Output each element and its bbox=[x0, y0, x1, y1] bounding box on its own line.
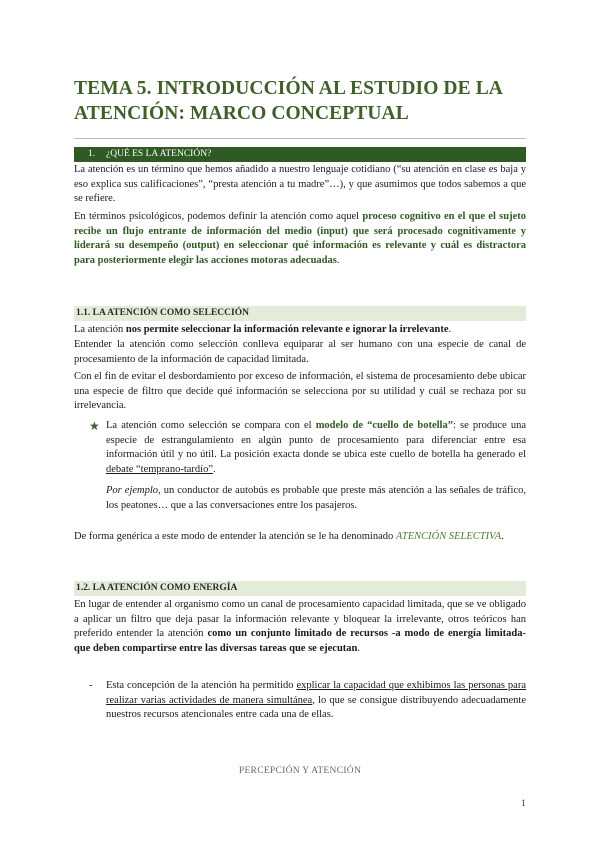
section-1-number: 1. bbox=[88, 149, 96, 159]
selection-highlight: nos permite seleccionar la información relevante e ignorar la irrelevante bbox=[125, 324, 449, 335]
star-bullet-icon: ★ bbox=[89, 419, 100, 433]
simultaneous-underline: explicar la capacidad que exhibimos las personas para realizar varias actividades de manera simultánea bbox=[106, 680, 526, 706]
section-1-1-paragraph-1 bbox=[74, 323, 526, 338]
selective-end: . bbox=[501, 531, 504, 542]
simultaneous-lead: Esta concepción de la atención ha permitido bbox=[106, 680, 297, 691]
section-1-definition-paragraph bbox=[74, 210, 526, 268]
simultaneous-end: , lo que se consigue distribuyendo adecuadamente nuestros recursos atencionales entre cada una de ellas. bbox=[106, 694, 527, 720]
title-line-1: TEMA 5. INTRODUCCIÓN AL ESTUDIO DE LA bbox=[74, 78, 503, 99]
example-paragraph bbox=[106, 484, 526, 513]
bottleneck-model-highlight: modelo de “cuello de botella” bbox=[315, 420, 453, 431]
early-late-debate-underline: debate “temprano-tardío” bbox=[106, 463, 213, 475]
definition-highlight: proceso cognitivo en el que el sujeto recibe un flujo entrante de información del medio (input) que será procesado cognitivamente y liderará su desempeño (output) en seleccionar qué información es relevante y cuál es distractora para posteriormente elegir las acciones motoras adecuadas bbox=[74, 211, 527, 266]
definition-lead: En términos psicológicos, podemos definir la atención como aquel bbox=[74, 211, 363, 222]
section-1-2-paragraph-1 bbox=[74, 598, 526, 656]
energy-end: . bbox=[357, 642, 360, 654]
dash-bullet-icon: - bbox=[89, 680, 93, 691]
section-1-2-title: 1.2. LA ATENCIÓN COMO ENERGÍA bbox=[76, 583, 238, 593]
section-1-1-title: 1.1. LA ATENCIÓN COMO SELECCIÓN bbox=[76, 308, 249, 318]
selection-end: . bbox=[448, 324, 452, 335]
definition-end: . bbox=[336, 254, 340, 266]
section-1-1-paragraph-2: Entender la atención como selección conlleva equiparar al ser humano con una especie de canal de procesamiento de la información de capacidad limitada. bbox=[74, 339, 526, 365]
section-1-paragraph-1: La atención es un término que hemos añadido a nuestro lenguaje cotidiano (“su atención en clase es baja y eso explica sus calificaciones”, “presta atención a tu madre”…), y que asumimos que todos sabemos a que se refiere. bbox=[74, 164, 526, 204]
section-1-title: ¿QUÉ ES LA ATENCIÓN? bbox=[106, 149, 212, 159]
energy-lead: En lugar de entender al organismo como un canal de procesamiento capacidad limitada, que se ve obligado a aplicar un filtro que deja pasar la información relevante y bloquear la irrelevante, otros teóricos han preferido entender la atención bbox=[74, 599, 526, 639]
bottleneck-body: : se produce una especie de estrangulamiento en algún punto de procesamiento para diferenciar entre esa información útil y no útil. La posición exacta donde se ubica este cuello de botella ha generado el bbox=[106, 420, 526, 460]
title-line-2: ATENCIÓN: MARCO CONCEPTUAL bbox=[74, 103, 409, 124]
page-title bbox=[74, 76, 544, 126]
bottleneck-lead: La atención como selección se compara con el bbox=[106, 420, 316, 431]
energy-highlight: como un conjunto limitado de recursos -a modo de energía limitada- que deben compartirse entre las diversas tareas que se ejecutan bbox=[74, 628, 526, 654]
simultaneous-tasks-bullet bbox=[106, 679, 526, 723]
selective-attention-term: ATENCIÓN SELECTIVA bbox=[395, 531, 502, 542]
section-1-2-heading bbox=[74, 581, 526, 596]
bottleneck-end: . bbox=[212, 463, 216, 475]
selective-attention-paragraph bbox=[74, 530, 526, 545]
example-text: , un conductor de autobús es probable que preste más atención a las señales de tráfico, los peatones… que a las conversaciones entre los pasajeros. bbox=[106, 485, 526, 511]
page-number: 1 bbox=[521, 799, 526, 809]
section-1-1-heading bbox=[74, 306, 526, 321]
title-divider bbox=[74, 138, 526, 139]
section-1-1-paragraph-3: Con el fin de evitar el desbordamiento por exceso de información, el sistema de procesamiento debe ubicar una especie de filtro que decide qué información se selecciona por su utilidad y cuál se rechaza por su irrelevancia. bbox=[74, 371, 526, 411]
selective-lead: De forma genérica a este modo de entender la atención se le ha denominado bbox=[74, 531, 396, 542]
bottleneck-bullet bbox=[106, 419, 526, 477]
selection-lead: La atención bbox=[74, 324, 126, 335]
section-1-heading bbox=[74, 147, 526, 162]
example-label: Por ejemplo bbox=[106, 485, 159, 496]
footer-course-name: PERCEPCIÓN Y ATENCIÓN bbox=[238, 766, 362, 776]
